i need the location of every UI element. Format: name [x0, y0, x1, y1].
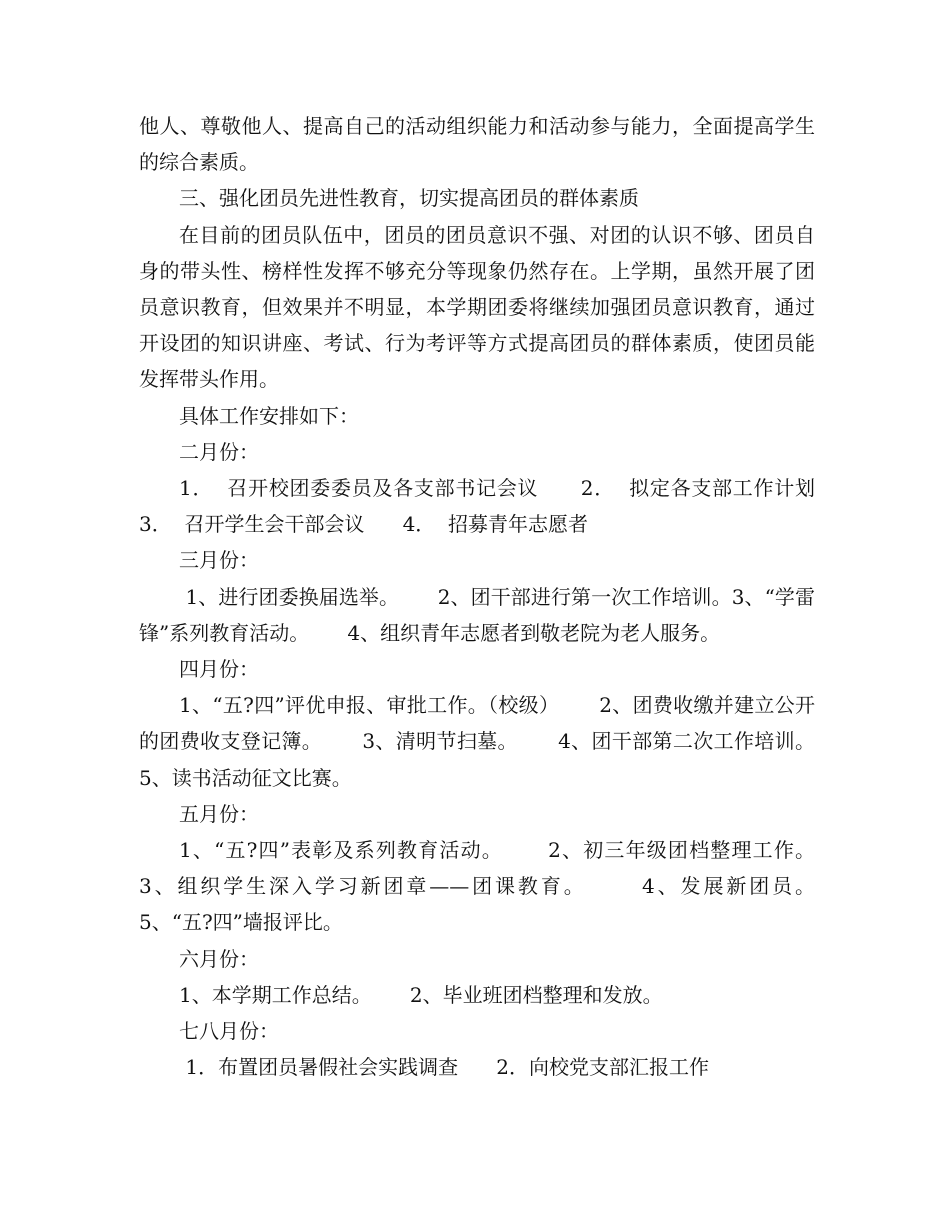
tasks-may: 1、“五?四”表彰及系列教育活动。 2、初三年级团档整理工作。 3、组织学生深入学习新团章——团课教育。 4、发展新团员。 5、“五?四”墙报评比。 [139, 838, 854, 935]
schedule-intro: 具体工作安排如下： [179, 403, 359, 428]
paragraph-body: 在目前的团员队伍中，团员的团员意识不强、对团的认识不够、团员自身的带头性、榜样性发挥不够充分等现象仍然存在。上学期，虽然开展了团员意识教育，但效果并不明显，本学期团委将继续加强团员意识教育，通过开设团的知识讲座、考试、行为考评等方式提高团员的群体素质，使团员能发挥带头作用。 [139, 222, 815, 392]
month-heading-june: 六月份： [179, 946, 259, 971]
tasks-april: 1、“五?四”评优申报、审批工作。（校级） 2、团费收缴并建立公开的团费收支登记簿。 3、清明节扫墓。 4、团干部第二次工作培训。 5、读书活动征文比赛。 [139, 693, 854, 790]
month-heading-july-august: 七八月份： [179, 1019, 279, 1044]
tasks-february: 1． 召开校团委委员及各支部书记会议 2． 拟定各支部工作计划 3． 召开学生会干部会议 4． 招募青年志愿者 [139, 476, 854, 537]
month-heading-march: 三月份： [179, 548, 259, 573]
month-heading-february: 二月份： [179, 439, 259, 464]
document-body [139, 108, 854, 1085]
tasks-march: 1、进行团委换届选举。 2、团干部进行第一次工作培训。3、“学雷锋”系列教育活动。 4、组织青年志愿者到敬老院为老人服务。 [139, 584, 816, 645]
month-heading-april: 四月份： [179, 657, 259, 682]
month-heading-may: 五月份： [179, 801, 259, 826]
tasks-july-august: 1．布置团员暑假社会实践调查 2．向校党支部汇报工作 [179, 1055, 709, 1080]
tasks-june: 1、本学期工作总结。 2、毕业班团档整理和发放。 [179, 982, 663, 1007]
section-heading-three: 三、强化团员先进性教育，切实提高团员的群体素质 [179, 186, 639, 211]
paragraph-continuation: 他人、尊敬他人、提高自己的活动组织能力和活动参与能力，全面提高学生的综合素质。 [139, 114, 815, 175]
